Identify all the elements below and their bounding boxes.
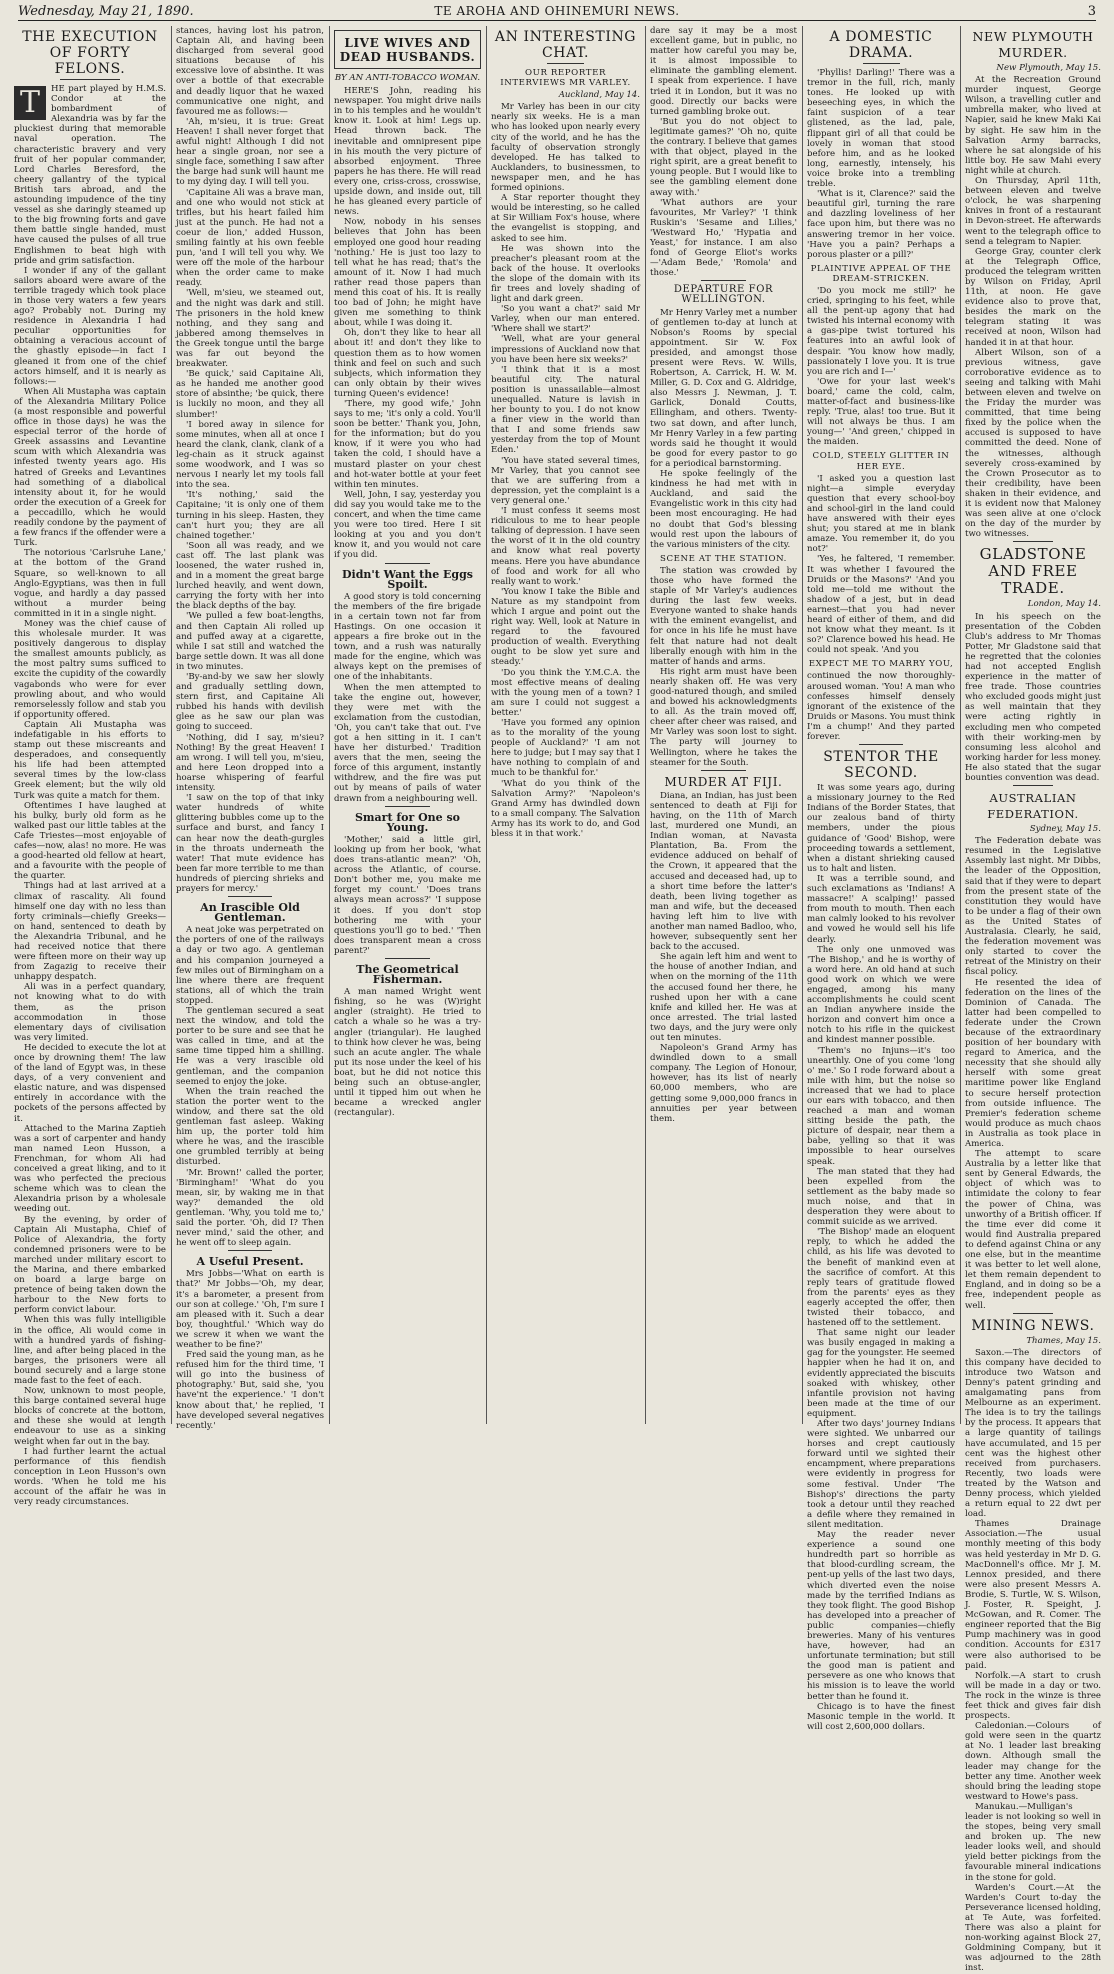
paragraph: 'By-and-by we saw her slowly and gradually settling down, stern first, and Capitaine Ali rubbed his hands with devilish glee as he saw our plan was going to succeed.	[176, 672, 324, 733]
paragraph: 'We pulled a few boat-lengths, and then Captain Ali rolled up and puffed away at a cigarette, while I sat still and watched the barge settle down. It was all done in two minutes.	[176, 611, 324, 672]
paragraph: 'I think that it is a most beautiful city. The natural position is unassailable—almost unequalled. Nature is lavish in her bounty to you. I do not know a finer view in the world than that I and some friends saw yesterday from the top of Mount Eden.'	[491, 364, 640, 456]
paragraph: The station was crowded by those who have formed the staple of Mr Varley's audiences during the last few weeks. Everyone wanted to shake hands with the eminent evangelist, and for once in his life he must have felt that nature had not dealt liberally enough with him in the matter of hands and arms.	[650, 565, 797, 667]
paragraph: stances, having lost his patron, Captain Ali, and having been discharged from several good situations because of his excessive love of absinthe. It was over a bottle of that execrable and deadly liquor that he waxed communicative one night, and favoured me as follows:—	[176, 26, 324, 117]
paragraph: Attached to the Marina Zaptieh was a sort of carpenter and handy man named Leon Husson, a Frenchman, for whom Ali had conceived a great liking, and to it was who perfected the precious scheme which was to clean the Alexandria prison by a wholesale weeding out.	[14, 1123, 166, 1215]
paragraph: He resented the idea of federation on the lines of the Dominion of Canada. The latter had been compelled to federate under the Crown because of the extraordinary position of her boundary with regard to America, and the necessity that she should ally herself with some great maritime power like England to secure herself protection from outside influence. The Premier's federation scheme would produce as much chaos in Australia as took place in America.	[965, 977, 1101, 1149]
paragraph: 'Well, m'sieu, we steamed out, and the night was dark and still. The prisoners in the hold knew nothing, and they sang and jabbered among themselves in the Greek tongue until the barge was far out beyond the breakwater.	[176, 288, 324, 370]
paragraph: 'What do you think of the Salvation Army?' 'Napoleon's Grand Army has dwindled down to a small company. The Salvation Army has its work to do, and God bless it in that work.'	[491, 778, 640, 840]
section-rule	[228, 1250, 272, 1251]
paragraph: A Star reporter thought they would be interesting, so he called at Sir William Fox's house, where the evangelist is stopping, and asked to see him.	[491, 193, 640, 244]
section-rule	[859, 744, 903, 745]
paragraph: 'Phyllis! Darling!' There was a tremor in the full, rich, manly tones. He looked up with beseeching eyes, in which the faint suspicion of a tear glistened, as the lad, pale, flippant girl of all that could be lovely in woman that stood before him, and as he looked long, earnestly, intensely, his voice broke into a trembling treble.	[807, 68, 955, 190]
section-subhead: PLAINTIVE APPEAL OF THE DREAM-STRICKEN.	[810, 263, 952, 284]
headline-rule	[547, 63, 584, 64]
paragraph: 'Be quick,' said Capitaine Ali, as he handed me another good store of absinthe; 'be quick, there is luckily no moon, and they all slumber!'	[176, 369, 324, 420]
article-headline: A DOMESTIC DRAMA.	[829, 29, 933, 61]
paragraph: When the men attempted to take the engine out, however, they were met with the exclamation from the custodian, 'Oh, you can't take that out. I've got a hen sitting in it. I can't have her disturbed.' Tradition avers that the men, seeing the force of this argument, instantly withdrew, and the fire was put out by means of pails of water drawn from a neighbouring well.	[334, 682, 481, 804]
column-rule	[645, 26, 646, 1424]
paragraph: Oh, don't they like to hear all about it! and don't they like to question them as to how women think and feel on such and such subjects, which information they can only obtain by their wives turning Queen's evidence!	[334, 328, 481, 399]
section-subhead: EXPECT ME TO MARRY YOU,	[808, 659, 954, 670]
paragraph: He spoke feelingly of the kindness he had met with in Auckland, and said the Evangelistic work in this city had been most encouraging. He had no doubt that God's blessing would rest upon the labours of the various ministers of the city.	[650, 469, 797, 550]
paragraph: The attempt to scare Australia by a letter like that sent by General Edwards, the object of which was to intimidate the colony to fear the power of China, was unworthy of a British officer. If the time ever did come it would find Australia prepared to defend against China or any one else, but in the meantime it was better to let well alone, let them remain dependent to England, and in doing so be a free, independent people as well.	[965, 1149, 1101, 1311]
paragraph: 'But you do not object to legitimate games?' 'Oh no, quite the contrary. I believe that games with that object, played in the right spirit, are a great benefit to young people. But I would like to see the gambling element done away with.'	[650, 116, 797, 198]
paragraph: Fred said the young man, as he refused him for the third time, 'I will go into the business of photography.' But, said she, 'you have'nt the experience.' 'I don't know about that,' he replied, 'I have developed several negatives recently.'	[176, 1350, 324, 1431]
paragraph: A neat joke was perpetrated on the porters of one of the railways a day or two ago. A gentleman and his companion journeyed a few miles out of Birmingham on a line where there are frequent stations, all of which the train stopped.	[176, 925, 324, 1006]
paragraph: 'Ah, m'sieu, it is true: Great Heaven! I shall never forget that awful night! Although I did not hear a single groan, nor see a single face, something I saw after the barge had sunk will haunt me to my dying day. I will tell you.	[176, 116, 324, 188]
paragraph: George Gray, counter clerk at the Telegraph Office, produced the telegram written by Wilson on Friday, April 11th, at noon. He gave evidence also to prove that, besides the mark on the telegram stating it was received at noon, Wilson had handed it in at that hour.	[965, 246, 1101, 348]
paragraph: HERE'S John, reading his newspaper. You might drive nails in to his temples and he wouldn't know it. Look at him! Legs up. Head thrown back. The inevitable and omnipresent pipe in his mouth the very picture of absorbed enjoyment. Three papers he has there. He will read every one, criss-cross, crosswise, upside down, and inside out, till he has gleaned every particle of news.	[334, 86, 481, 218]
paragraph: Well, John, I say, yesterday you did say you would take me to the concert, and when the time came you were too tired. Here I sit looking at you and you don't know it, and you would not care if you did.	[334, 489, 481, 561]
column-7	[965, 26, 1101, 1974]
paragraph: His right arm must have been nearly shaken off. He was very good-natured though, and smiled and bowed his acknowledgments to all. As the train moved off, cheer after cheer was raised, and Mr Varley was soon lost to sight. The party will journey to Wellington, where he takes the steamer for the South.	[650, 666, 797, 768]
paragraph: The only one unmoved was 'The Bishop,' and he is worthy of a word here. An old hand at such good work on which we were engaged, among his many accomplishments he could scent an Indian anywhere inside the horizon and convert him once a notch to his rifle in the quickest and kindest manner possible.	[807, 944, 955, 1046]
paragraph: Chicago is to have the finest Masonic temple in the world. It will cost 2,600,000 dollars.	[807, 1701, 955, 1732]
dateline: Auckland, May 14.	[558, 90, 640, 101]
paragraph: Norfolk.—A start to crush will be made in a day or two. The rock in the winze is three feet thick and gives fair dish prospects.	[965, 1670, 1101, 1722]
article-headline: MINING NEWS.	[971, 1317, 1095, 1334]
paragraph: 'Nothing, did I say, m'sieu? Nothing! By the great Heaven! I am wrong. I will tell you, m'sieu, and here Leon dropped into a hoarse whispering of fearful intensity.	[176, 732, 324, 794]
paragraph: 'Them's no Injuns—it's too unearthly. One of you come 'long o' me.' So I rode forward about a mile with him, but the noise so increased that we had to place our ears with tobacco, and then reached a man and woman sitting beside the path, the picture of despair, near them a babe, yelling so that it was impossible to hear ourselves speak.	[807, 1045, 955, 1167]
paragraph: 'It's nothing,' said the Capitaine; 'it is only one of them turning in his sleep. Hasten, they can't hurt you; they are all chained together.'	[176, 490, 324, 541]
column-2	[176, 26, 324, 1431]
column-5	[650, 26, 797, 1424]
dateline: London, May 14.	[1027, 599, 1101, 610]
paragraph: 'I saw on the top of that inky water hundreds of white glittering bubbles come up to the surface and burst, and fancy I can hear now the death-gurgles in the throats underneath the water! That mute evidence has been far more terrible to me than hundreds of piercing shrieks and prayers for mercy.'	[176, 793, 324, 894]
column-3	[334, 26, 481, 1424]
article-headline: STENTOR THE SECOND.	[823, 749, 939, 782]
section-rule	[1013, 541, 1054, 542]
section-rule	[385, 806, 429, 807]
section-rule	[385, 958, 429, 959]
paragraph: 'There, my good wife,' John says to me; 'it's only a cold. You'll soon be better.' Thank you, John, for the information; but do you know, if it were you who had taken the cold, I should have a mustard plaster on your chest and hot-water bottle at your feet within ten minutes.	[334, 399, 481, 490]
column-rule	[960, 26, 961, 1424]
headline-rule	[60, 79, 121, 80]
masthead	[18, 4, 1096, 21]
paragraph: 'Capitaine Ali was a brave man, and one who would not stick at trifles, but his heart failed him just at the punch. He had not a coeur de lion,' added Husson, smiling faintly at his own feeble pun, 'and I will tell you why. We were off the mole of the harbour when the order came to make ready.	[176, 187, 324, 289]
paragraph: It was a terrible sound, and such exclamations as 'Indians! A massacre!' A scalping!' passed from mouth to mouth. Then each man calmly looked to his revolver and vowed he would sell his life dearly.	[807, 873, 955, 945]
paragraph: Now, nobody in his senses believes that John has been employed one good hour reading 'nothing.' He is just too lazy to tell what he has read; that's the amount of it. Now I had much rather read those papers than mend this coat of his. It is really too bad of John; he might have given me something to think about, while I was doing it.	[334, 217, 481, 329]
article-headline: DEPARTURE FOR WELLINGTON.	[673, 284, 774, 306]
paragraph: The notorious 'Carlsruhe Lane,' at the bottom of the Grand Square, so well-known to all Anglo-Egyptians, was then in full vogue, and hardly a day passed without a murder being committed in it in a single night.	[14, 548, 166, 619]
article-headline: The Geometrical Fisherman.	[356, 962, 459, 987]
paragraph: 'I must confess it seems most ridiculous to me to hear people talking of depression. I have seen the worst of it in the old country and know what real poverty means. Here you have abundance of food and work for all who really want to work.'	[491, 506, 640, 587]
page-number: 3	[1087, 4, 1096, 19]
dateline: Sydney, May 15.	[1029, 824, 1101, 835]
article-headline: LIVE WIVES AND DEAD HUSBANDS.	[339, 36, 476, 64]
paragraph: Napoleon's Grand Army has dwindled down to a small company. The Legion of Honour, however, has its list of nearly 60,000 members, who are getting some 9,000,000 francs in annuities per year between them.	[650, 1043, 797, 1124]
paragraph: continued the now thoroughly-aroused woman. 'You! A man who confesses himself densely ignorant of the existence of the Druids or Masons. You must think I'm a chump!' And they parted forever.	[807, 671, 955, 742]
paragraph: May the reader never experience a sound one hundredth part so horrible as that blood-curdling scream, the pent-up yells of the last two days, which diverted even the noise made by the terrified Indians as they took flight. The good Bishop has developed into a preacher of public companies—chiefly breweries. Many of his ventures have, however, had an unfortunate termination; but still the good man is patient and persevere as one who knows that his mission is to leave the world better than he found it.	[807, 1530, 955, 1702]
byline: BY AN ANTI-TOBACCO WOMAN.	[334, 73, 481, 83]
paragraph: dare say it may be a most excellent game, but in public, no matter how careful you may be, it is almost impossible to eliminate the gambling element. I speak from experience. I have tried it in London, but it was no good. Directly our backs were turned gambling broke out.	[650, 26, 797, 117]
paragraph: Saxon.—The directors of this company have decided to introduce two Watson and Denny's patent grinding and amalgamating pans from Melbourne as an experiment. The idea is to try the tailings by the process. It appears that a large quantity of tailings have accumulated, and 15 per cent was the highest other received from purchasers. Recently, two loads were treated by the Watson and Denny process, which yielded a return equal to 22 dwt per load.	[965, 1347, 1101, 1520]
paragraph: She again left him and went to the house of another Indian, and when on the morning of the 11th the accused found her there, he rushed upon her with a cane knife and killed her. He was at once arrested. The trial lasted two days, and the jury were only out ten minutes.	[650, 952, 797, 1043]
paragraph: He decided to execute the lot at once by drowning them! The law of the land of Egypt was, in these days, of a very convenient and elastic nature, and was dispensed entirely in accordance with the pockets of the persons affected by it.	[14, 1042, 166, 1124]
paragraph: When the train reached the station the porter went to the window, and there sat the old gentleman fast asleep. Waking him up, the porter told him where he was, and the irascible one grumbled terribly at being disturbed.	[176, 1086, 324, 1168]
column-rule	[486, 26, 487, 1424]
paragraph: 'You have stated several times, Mr Varley, that you cannot see that we are suffering from a depression, yet the complaint is a very general one.'	[491, 455, 640, 506]
column-rule	[329, 26, 330, 1424]
article-headline: NEW PLYMOUTH MURDER.	[972, 29, 1094, 60]
paragraph: By the evening, by order of Captain Ali Mustapha, Chief of Police of Alexandria, the forty condemned prisoners were to be marched under military escort to the Marina, and there embarked on board a large barge on pretence of being taken down the harbour to the New forts to perform convict labour.	[14, 1214, 166, 1316]
masthead-title: TE AROHA AND OHINEMURI NEWS.	[434, 4, 680, 18]
drop-cap: T	[14, 86, 46, 120]
paragraph: 'The Bishop' made an eloquent reply, to which he added the child, as his life was devoted to the benefit of mankind even at the sacrifice of comfort. At this reply tears of gratitude flowed from the parents' eyes as they eagerly accepted the offer, then twisted their tobacco, and hastened off to the settlement.	[807, 1227, 955, 1329]
paragraph: Mrs Jobbs—'What on earth is that?' Mr Jobbs—'Oh, my dear, it's a barometer, a present from our son at college.' 'Oh, I'm sure I am pleased with it. Such a dear boy, thoughtful.' 'Which way do we screw it when we want the weather to be fine?'	[176, 1269, 324, 1350]
paragraph: Warden's Court.—At the Warden's Court to-day the Perseverance licensed holding, at Te Aute, was forfeited. There was also a plaint for non-working against Block 27, Goldmining Company, but it was adjourned to the 28th inst.	[965, 1882, 1101, 1974]
article-headline: AUSTRALIAN FEDERATION.	[987, 791, 1079, 822]
paragraph: 'Soon all was ready, and we cast off. The last plank was loosened, the water rushed in, and in a moment the great barge lurched heavily, and went down, carrying the forty with her into the black depths of the bay.	[176, 540, 324, 612]
paragraph: Caledonian.—Colours of gold were seen in the quartz at No. 1 leader last breaking down. Although small the leader may change for the better any time. Another week should bring the leading stope westward to Howe's pass.	[965, 1721, 1101, 1802]
paragraph: The gentleman secured a seat next the window, and told the porter to be sure and see that he was called in time, and at the same time tipped him a shilling. He was a very irascible old gentleman, and the companion seemed to enjoy the joke.	[176, 1006, 324, 1087]
paragraph: When this was fully intelligible in the office, Ali would come in with a hundred yards of fishing-line, and after being placed in the barges, the prisoners were all bound securely and a large stone made fast to the feet of each.	[14, 1315, 166, 1386]
section-rule	[385, 563, 429, 564]
paragraph: Mr Henry Varley met a number of gentlemen to-day at lunch at Nobson's Rooms by special appointment. Sir W. Fox presided, and amongst those present were Revs. W. Wills, Robertson, A. Carrick, H. W. M. Miller, G. D. Cox and G. Aldridge, also Messrs J. Newman, J. T. Garlick, Donald Coutts, Ellingham, and others. Twenty-two sat down, and after lunch, Mr Henry Varley in a few parting words said he thought it would be good for every pastor to go for a periodical barnstorming.	[650, 307, 797, 469]
paragraph: Thames Drainage Association.—The usual monthly meeting of this body was held yesterday in Mr D. G. MacDonnell's office. Mr J. M. Lennox presided, and there were also present Messrs A. Brodie, S. Turtle, W. S. Wilson, J. Foster, R. Speight, J. McGowan, and R. Comer. The engineer reported that the Big Pump machinery was in good condition. Accounts for £317 were also authorised to be paid.	[965, 1519, 1101, 1671]
paragraph: He was shown into the preacher's pleasant room at the back of the house. It overlooks the slope of the domain with its fir trees and lovely shading of light and dark green.	[491, 243, 640, 305]
section-rule	[1013, 785, 1054, 786]
paragraph: After two days' journey Indians were sighted. We unbarred our horses and crept cautiously forward until we sighted their encampment, where preparations were evidently in progress for some festival. Under 'The Bishop's' directions the party took a detour until they reached a defile where they remained in silent meditation.	[807, 1419, 955, 1530]
column-rule	[802, 26, 803, 1424]
paragraph: Manukau.—Mulligan's leader is not looking so well in the stopes, being very small and broken up. The new leader looks well, and should yield better pickings from the favourable mineral indications in the stone for gold.	[965, 1801, 1101, 1883]
article-headline: GLADSTONE AND FREE TRADE.	[979, 545, 1087, 598]
paragraph: Oftentimes I have laughed at his bulky, burly old form as he walked past our little tables at the Cafe Triestes—most enjoyable of cafes—now, alas! no more. He was a good-hearted old fellow at heart, and a favourite with the people of the quarter.	[14, 800, 166, 882]
paragraph: 'Mr. Brown!' called the porter, 'Birmingham!' 'What do you mean, sir, by waking me in that way?' demanded the old gentleman. 'Why, you told me to,' said the porter. 'Oh, did I? Then never mind,' said the other, and he went off to sleep again.	[176, 1167, 324, 1249]
paragraph: 'Yes, he faltered, 'I remember. It was whether I favoured the Druids or the Masons?' 'And you told me—told me without the shadow of a jest, but in dead earnest—that you had never heard of either of them, and did not know what they meant. Is it so?' Clarence bowed his head. He could not speak. 'And you	[807, 554, 955, 656]
column-6	[807, 26, 955, 1732]
paragraph: On Thursday, April 11th, between eleven and twelve o'clock, he was sharpening knives in front of a restaurant in Devon-street. He afterwards went to the telegraph office to send a telegram to Napier.	[965, 176, 1101, 247]
paragraph: In his speech on the presentation of the Cobden Club's address to Mr Thomas Potter, Mr Gladstone said that he regretted that the colonies had not accepted English experience in the matter of free trade. Those countries who excluded goods might just as well maintain that they were acting rightly in excluding men who competed with their working-men by consuming less alcohol and working harder for less money. He also stated that the sugar bounties convention was dead.	[965, 611, 1101, 783]
paragraph: 'You know I take the Bible and Nature as my standpoint from which I argue and point out the right way. Well, look at Nature in regard to the favoured production of wealth. Everything ought to be slow yet sure and steady.'	[491, 586, 640, 668]
section-subhead: COLD, STEELY GLITTER IN HER EYE.	[812, 451, 950, 472]
paragraph: 'Have you formed any opinion as to the morality of the young people of Auckland?' 'I am not here to judge; but I may say that I have nothing to complain of and much to be thankful for.'	[491, 718, 640, 779]
article-headline: THE EXECUTION OF FORTY FELONS.	[22, 29, 158, 77]
paragraph: 'Well, what are your general impressions of Auckland now that you have been here six weeks?'	[491, 334, 640, 365]
paragraph: I had further learnt the actual performance of this fiendish conception in Leon Husson's own words. 'When he told me his account of the affair he was in very ready circumstances.	[14, 1446, 166, 1508]
paragraph: That same night our leader was busily engaged in making a gag for the youngster. He seemed happier when he had it on, and evidently appreciated the biscuits soaked with whiskey, other infantile provision not having been made at the time of our equipment.	[807, 1328, 955, 1419]
paragraph: 'I bored away in silence for some minutes, when all at once I heard the clank, clank, clank of a leg-chain as it struck against some woodwork, and I was so nervous I nearly let my tools fall into the sea.	[176, 419, 324, 491]
article-headline: A Useful Present.	[196, 1255, 304, 1269]
article-headline: Smart for One so Young.	[354, 810, 461, 834]
paragraph: Money was the chief cause of this wholesale murder. It was positively dangerous to display the smallest amounts publicly, as the most paltry sums sufficed to excite the cupidity of the cowardly vagabonds who were for ever prowling about, and who would remorselessly follow and stab you if opportunity offered.	[14, 618, 166, 720]
section-rule	[1013, 1313, 1054, 1314]
paragraph: Now, unknown to most people, this barge contained several huge blocks of concrete at the bottom, and these she would at length endeavour to use as a sinking weight when far out in the bay.	[14, 1386, 166, 1447]
paragraph: 'Do you think the Y.M.C.A. the most effective means of dealing with the young men of a town? I am sure I could not suggest a better.'	[491, 667, 640, 718]
paragraph: 'What is it, Clarence?' said the beautiful girl, turning the rare and dazzling loveliness of her face upon him, but there was no answering tremor in her voice. 'Have you a pain? Perhaps a porous plaster or a pill?'	[807, 189, 955, 260]
paragraph: Things had at last arrived at a climax of rascality. Ali found himself one day with no less than forty criminals—chiefly Greeks—on hand, sentenced to death by the Alexandria Tribunal, and he had received notice that there were fifteen more on their way up from Zagazig to receive their unhappy despatch.	[14, 881, 166, 983]
paragraph: Mr Varley has been in our city nearly six weeks. He is a man who has looked upon nearly every city of the world, and he has the faculty of observation strongly developed. He has talked to Aucklanders, to businessmen, to newspaper men, and he has formed opinions.	[491, 102, 640, 194]
section-rule	[701, 770, 745, 771]
dateline: New Plymouth, May 15.	[996, 63, 1101, 73]
paragraph: Albert Wilson, son of a previous witness, gave corroborative evidence as to seeing and talking with Mahi between eleven and twelve on the Friday the murder was committed, that time being fixed by the police when the accused is supposed to have committed the deed. None of the witnesses, although severely cross-examined by the Crown Prosecutor as to their credibility, have been shaken in their evidence, and it is evident now that Maloney was seen alive at one o'clock on the day of the murder by two witnesses.	[965, 347, 1101, 540]
article-headline: Didn't Want the Eggs Spoilt.	[342, 567, 473, 591]
section-rule	[701, 280, 745, 281]
dateline: Thames, May 15.	[1026, 1335, 1101, 1346]
paragraph: 'Owe for your last week's board,' came the cold, calm, matter-of-fact and business-like reply. 'True, alas! too true. But it will not always be thus. I am young—' 'And green,' chipped in the maiden.	[807, 376, 955, 448]
article-subheadline: OUR REPORTER INTERVIEWS MR VARLEY.	[500, 68, 631, 89]
paragraph: When Ali Mustapha was captain of the Alexandria Military Police (a most responsible and powerful office in those days) he was the especial terror of the horde of Greek assassins and Levantine scum with which Alexandria was infested twenty years ago. His hatred of Greeks and Levantines had something of a diabolical intensity about it, for he would order the execution of a Greek for a peccadillo, which he would readily condone by the payment of a few francs if the offender were a Turk.	[14, 386, 166, 549]
masthead-date: Wednesday, May 21, 1890.	[18, 4, 194, 19]
paragraph: Captain Ali Mustapha was indefatigable in his efforts to stamp out these miscreants and desperadoes, and consequently his life had been attempted several times by the low-class Greek element; but the wily old Turk was quite a match for them.	[14, 719, 166, 801]
article-headline: An Irascible Old Gentleman.	[200, 901, 300, 925]
paragraph: It was some years ago, during a missionary journey to the Red Indians of the Border States, that our zealous band of thirty members, under the pious guidance of 'Good' Bishop, were proceeding towards a settlement, when a distant shrieking caused us to halt and listen.	[807, 783, 955, 874]
section-rule	[228, 896, 272, 897]
paragraph: HE part played by H.M.S. Condor at the bombardment of Alexandria was by far the pluckiest during that memorable naval operation. The characteristic bravery and very fruit of her popular commander, Lord Charles Beresford, the cheery gallantry of the typical British tars abroad, and the astounding impudence of the tiny vessel as she daringly steamed up to the big frowning forts and gave them battle single handed, must have caused the pulses of all true Englishmen to beat high with pride and grim satisfaction.	[14, 84, 166, 266]
column-1	[14, 26, 166, 1508]
paragraph: I wonder if any of the gallant sailors aboard were aware of the terrible tragedy which took place in those very waters a few years ago? Probably not. During my residence in Alexandria I had peculiar opportunities for obtaining a veracious account of the ghastly episode—in fact I gleaned it from one of the chief actors himself, and it is nearly as follows:—	[14, 265, 166, 387]
section-subhead: SCENE AT THE STATION.	[659, 553, 788, 564]
paragraph: A good story is told concerning the members of the fire brigade in a certain town not far from Hastings. On one occasion it appears a fire broke out in the town, and a rush was naturally made for the engine, which was always kept on the premises of one of the inhabitants.	[334, 591, 481, 683]
paragraph: Ali was in a perfect quandary, not knowing what to do with them, as the prison accommodation in those elementary days of civilisation was very limited.	[14, 982, 166, 1043]
paragraph: A man named Wright went fishing, so he was (W)right angler (straight). He tried to catch a whale so he was a try-angler (triangular). He laughed to think how clever he was, being such an acute angler. The whale put its nose under the keel of his boat, but he did not notice this being such an obtuse-angler, until it tipped him out when he became a wrecked angler (rectangular).	[334, 987, 481, 1119]
column-rule	[171, 26, 172, 1424]
paragraph: 'Mother,' said a little girl, looking up from her book, 'what does trans-atlantic mean?' 'Oh, across the Atlantic, of course. Don't bother me, you make me forget my count.' 'Does trans always mean across?' 'I suppose it does. If you don't stop bothering me with your questions you'll go to bed.' 'Then does transparent mean a cross parent?'	[334, 834, 481, 956]
article-headline: MURDER AT FIJI.	[664, 774, 783, 789]
headline-rule	[863, 63, 900, 64]
paragraph: Diana, an Indian, has just been sentenced to death at Fiji for having, on the 11th of March last, murdered one Mundi, an Indian woman, at Navasta Plantation, Ba. From the evidence adduced on behalf of the Crown, it appeared that the accused and deceased had, up to a short time before the latter's death, been living together as man and wife, but the deceased having left him to live with another man named Badloo, who, however, subsequently sent her back to the accused.	[650, 790, 797, 953]
paragraph: 'Do you mock me still?' he cried, springing to his feet, while all the pent-up agony that had twisted his internal economy with a gas-pipe twist tortured his features into an awful look of despair. 'You know how madly, passionately I love you. It is true you are rich and I—'	[807, 285, 955, 377]
article-headline: AN INTERESTING CHAT.	[494, 29, 637, 61]
paragraph: 'So you want a chat?' said Mr Varley, when our man entered. 'Where shall we start?'	[491, 304, 640, 335]
article-headline-box	[334, 30, 481, 69]
paragraph: 'I asked you a question last night—a simple everyday question that every school-boy and school-girl in the land could have answered with their eyes shut; you stared at me in blank amaze. You remember it, do you not?'	[807, 473, 955, 555]
paragraph: 'What authors are your favourites, Mr Varley?' 'I think Ruskin's 'Sesame and Lilies,' 'Westward Ho,' 'Hypatia and Yeast,' for instance. I am also fond of George Eliot's works—'Adam Bede,' 'Romola' and those.'	[650, 197, 797, 279]
column-4	[491, 26, 640, 1424]
paragraph: The man stated that they had been expelled from the settlement as the baby made so much noise, and that in desperation they were about to commit suicide as we arrived.	[807, 1166, 955, 1228]
paragraph: The Federation debate was resumed in the Legislative Assembly last night. Mr Dibbs, the leader of the Opposition, said that if they were to depart from the present state of the constitution they would have to be under a flag of their own as the United States of Australasia. Clearly, he said, the federation movement was only started to cover the retreat of the Ministry on their fiscal policy.	[965, 836, 1101, 978]
paragraph: At the Recreation Ground murder inquest, George Wilson, a travelling cutler and umbrella maker, who lived at Napier, said he knew Maki Kai by sight. He saw him in the Salvation Army barracks, where he sat alongside of his little boy. He saw Mahi every night while at church.	[965, 75, 1101, 176]
